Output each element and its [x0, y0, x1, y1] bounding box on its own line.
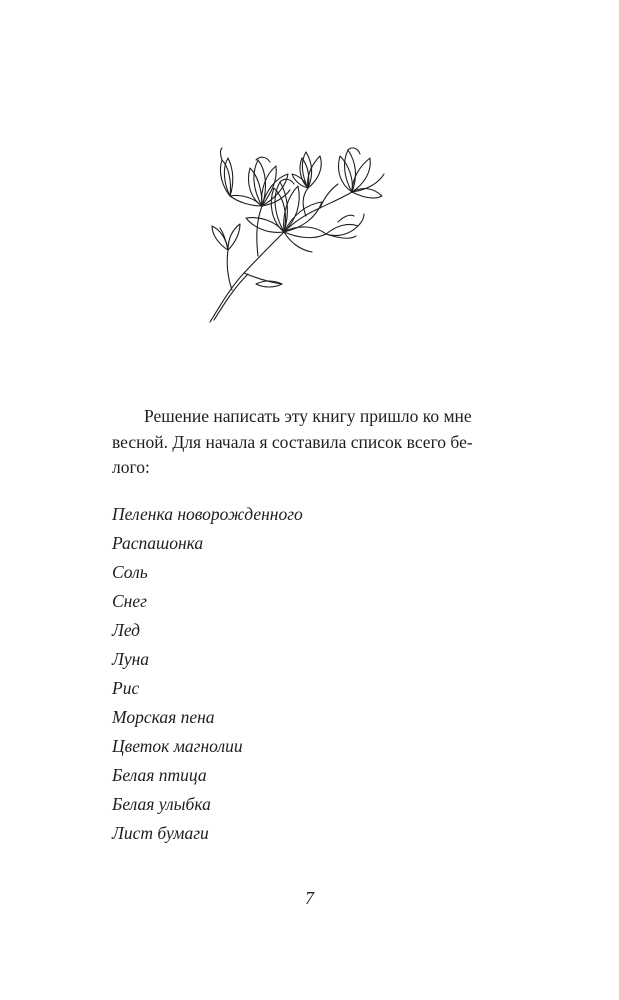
list-item: Соль	[112, 562, 148, 582]
list-item: Белая птица	[112, 765, 207, 785]
list-item: Цветок магнолии	[112, 736, 243, 756]
paragraph-line: весной. Для начала я составила список всего бе-	[112, 431, 473, 452]
magnolia-branch-illustration	[198, 138, 398, 338]
page-number: 7	[305, 888, 314, 908]
list-item: Распашонка	[112, 533, 204, 553]
list-item: Морская пена	[112, 707, 215, 727]
list-item: Луна	[112, 649, 150, 669]
intro-paragraph	[112, 404, 514, 481]
white-things-list	[112, 500, 303, 848]
list-item: Рис	[112, 678, 140, 698]
list-item: Лед	[112, 620, 141, 640]
list-item: Пеленка новорожденного	[112, 504, 303, 524]
list-item: Лист бумаги	[112, 823, 209, 843]
list-item: Снег	[112, 591, 147, 611]
paragraph-line: Решение написать эту книгу пришло ко мне	[144, 406, 472, 426]
paragraph-line: лого:	[112, 457, 150, 477]
list-item: Белая улыбка	[112, 794, 211, 814]
